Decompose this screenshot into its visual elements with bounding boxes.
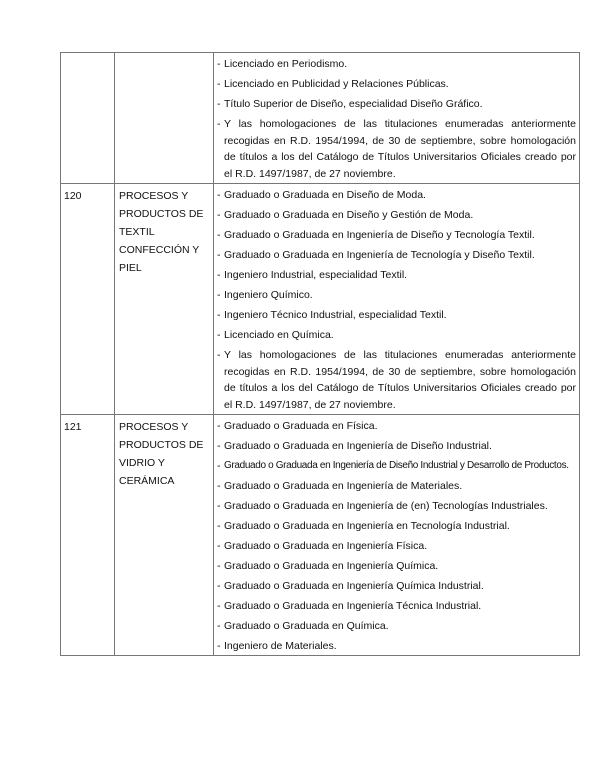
- bullet-dash: -: [217, 78, 221, 90]
- degree-text: Graduado o Graduada en Ingeniería de (en) Tecnologías Industriales.: [224, 500, 548, 512]
- bullet-dash: -: [217, 229, 221, 241]
- list-item: [217, 438, 576, 454]
- family-name-cell: [115, 415, 214, 656]
- list-item: [217, 538, 576, 554]
- degree-text: Graduado o Graduada en Ingeniería Técnica Industrial.: [224, 600, 482, 612]
- list-item: [217, 96, 576, 112]
- degree-text: Graduado o Graduada en Ingeniería de Diseño y Tecnología Textil.: [224, 229, 535, 241]
- list-item: [217, 458, 576, 474]
- bullet-dash: -: [217, 249, 221, 261]
- degree-list-cell: [214, 184, 580, 415]
- list-item: [217, 116, 576, 182]
- degree-text: Graduado o Graduada en Ingeniería de Tecnología y Diseño Textil.: [224, 249, 535, 261]
- family-name-line: CONFECCIÓN Y: [119, 244, 200, 256]
- degree-text: Licenciado en Periodismo.: [224, 58, 348, 70]
- bullet-dash: -: [217, 329, 221, 341]
- family-name-line: PROCESOS Y: [119, 421, 189, 433]
- family-name-line: VIDRIO Y: [119, 457, 165, 469]
- degree-list-cell: [214, 53, 580, 184]
- code-cell: 120: [61, 184, 115, 415]
- list-item: [217, 418, 576, 434]
- family-name-line: TEXTIL: [119, 226, 155, 238]
- family-name-line: PIEL: [119, 262, 142, 274]
- bullet-dash: -: [217, 560, 221, 572]
- bullet-dash: -: [217, 540, 221, 552]
- list-item: [217, 578, 576, 594]
- list-item: [217, 598, 576, 614]
- degree-text: Graduado o Graduada en Ingeniería Química.: [224, 560, 439, 572]
- table-row: [61, 184, 580, 415]
- family-name-cell: [115, 184, 214, 415]
- degree-text: Licenciado en Química.: [224, 329, 334, 341]
- table-row: [61, 53, 580, 184]
- bullet-dash: -: [217, 118, 221, 130]
- degree-text: Graduado o Graduada en Diseño de Moda.: [224, 189, 426, 201]
- degree-text: Licenciado en Publicidad y Relaciones Públicas.: [224, 78, 449, 90]
- degree-text: Ingeniero Industrial, especialidad Textil.: [224, 269, 408, 281]
- degree-text: Graduado o Graduada en Ingeniería de Diseño Industrial y Desarrollo de Productos.: [224, 460, 569, 471]
- code-cell: [61, 53, 115, 184]
- bullet-dash: -: [217, 58, 221, 70]
- degree-text: Graduado o Graduada en Ingeniería de Materiales.: [224, 480, 463, 492]
- bullet-dash: -: [217, 309, 221, 321]
- degree-text: Título Superior de Diseño, especialidad Diseño Gráfico.: [224, 98, 483, 110]
- list-item: [217, 518, 576, 534]
- list-item: [217, 187, 576, 203]
- list-item: [217, 638, 576, 654]
- family-name-line: PRODUCTOS DE: [119, 439, 204, 451]
- bullet-dash: -: [217, 520, 221, 532]
- list-item: [217, 287, 576, 303]
- bullet-dash: -: [217, 580, 221, 592]
- list-item: [217, 267, 576, 283]
- bullet-dash: -: [217, 600, 221, 612]
- bullet-dash: -: [217, 349, 221, 361]
- degree-text: Graduado o Graduada en Física.: [224, 420, 378, 432]
- degree-text: Graduado o Graduada en Química.: [224, 620, 389, 632]
- list-item: [217, 347, 576, 413]
- degree-text: Graduado o Graduada en Ingeniería en Tecnología Industrial.: [224, 520, 510, 532]
- degree-text: Ingeniero Técnico Industrial, especialidad Textil.: [224, 309, 447, 321]
- code-cell: 121: [61, 415, 115, 656]
- bullet-dash: -: [217, 480, 221, 492]
- family-name-line: PRODUCTOS DE: [119, 208, 204, 220]
- list-item: [217, 478, 576, 494]
- bullet-dash: -: [217, 189, 221, 201]
- family-name-line: PROCESOS Y: [119, 190, 189, 202]
- degree-text: Graduado o Graduada en Ingeniería de Diseño Industrial.: [224, 440, 492, 452]
- bullet-dash: -: [217, 289, 221, 301]
- list-item: [217, 558, 576, 574]
- bullet-dash: -: [217, 460, 221, 472]
- list-item: [217, 498, 576, 514]
- bullet-dash: -: [217, 269, 221, 281]
- bullet-dash: -: [217, 640, 221, 652]
- degree-text: Ingeniero Químico.: [224, 289, 313, 301]
- bullet-dash: -: [217, 620, 221, 632]
- bullet-dash: -: [217, 98, 221, 110]
- list-item: [217, 227, 576, 243]
- list-item: [217, 618, 576, 634]
- list-item: [217, 56, 576, 72]
- list-item: [217, 207, 576, 223]
- list-item: [217, 327, 576, 343]
- degree-text: Graduado o Graduada en Ingeniería Física.: [224, 540, 428, 552]
- degree-text: Ingeniero de Materiales.: [224, 640, 337, 652]
- degree-text: Graduado o Graduada en Ingeniería Química Industrial.: [224, 580, 484, 592]
- qualifications-table: [60, 52, 580, 656]
- table-body: [61, 53, 580, 656]
- family-name-line: CERÁMICA: [119, 475, 175, 487]
- degree-text: Y las homologaciones de las titulaciones enumeradas anteriormente recogidas en R.D. 1954/1994, de 30 de septiembre, sobre homologación de títulos a los del Catálogo de Títulos Universitarios Oficiales creado por el R.D. 1497/1987, de 27 noviembre.: [224, 118, 576, 180]
- bullet-dash: -: [217, 420, 221, 432]
- list-item: [217, 307, 576, 323]
- list-item: [217, 247, 576, 263]
- degree-list-cell: [214, 415, 580, 656]
- list-item: [217, 76, 576, 92]
- bullet-dash: -: [217, 500, 221, 512]
- degree-text: Y las homologaciones de las titulaciones enumeradas anteriormente recogidas en R.D. 1954/1994, de 30 de septiembre, sobre homologación de títulos a los del Catálogo de Títulos Universitarios Oficiales creado por el R.D. 1497/1987, de 27 noviembre.: [224, 349, 576, 411]
- family-name-cell: [115, 53, 214, 184]
- bullet-dash: -: [217, 440, 221, 452]
- degree-text: Graduado o Graduada en Diseño y Gestión de Moda.: [224, 209, 474, 221]
- bullet-dash: -: [217, 209, 221, 221]
- table-row: [61, 415, 580, 656]
